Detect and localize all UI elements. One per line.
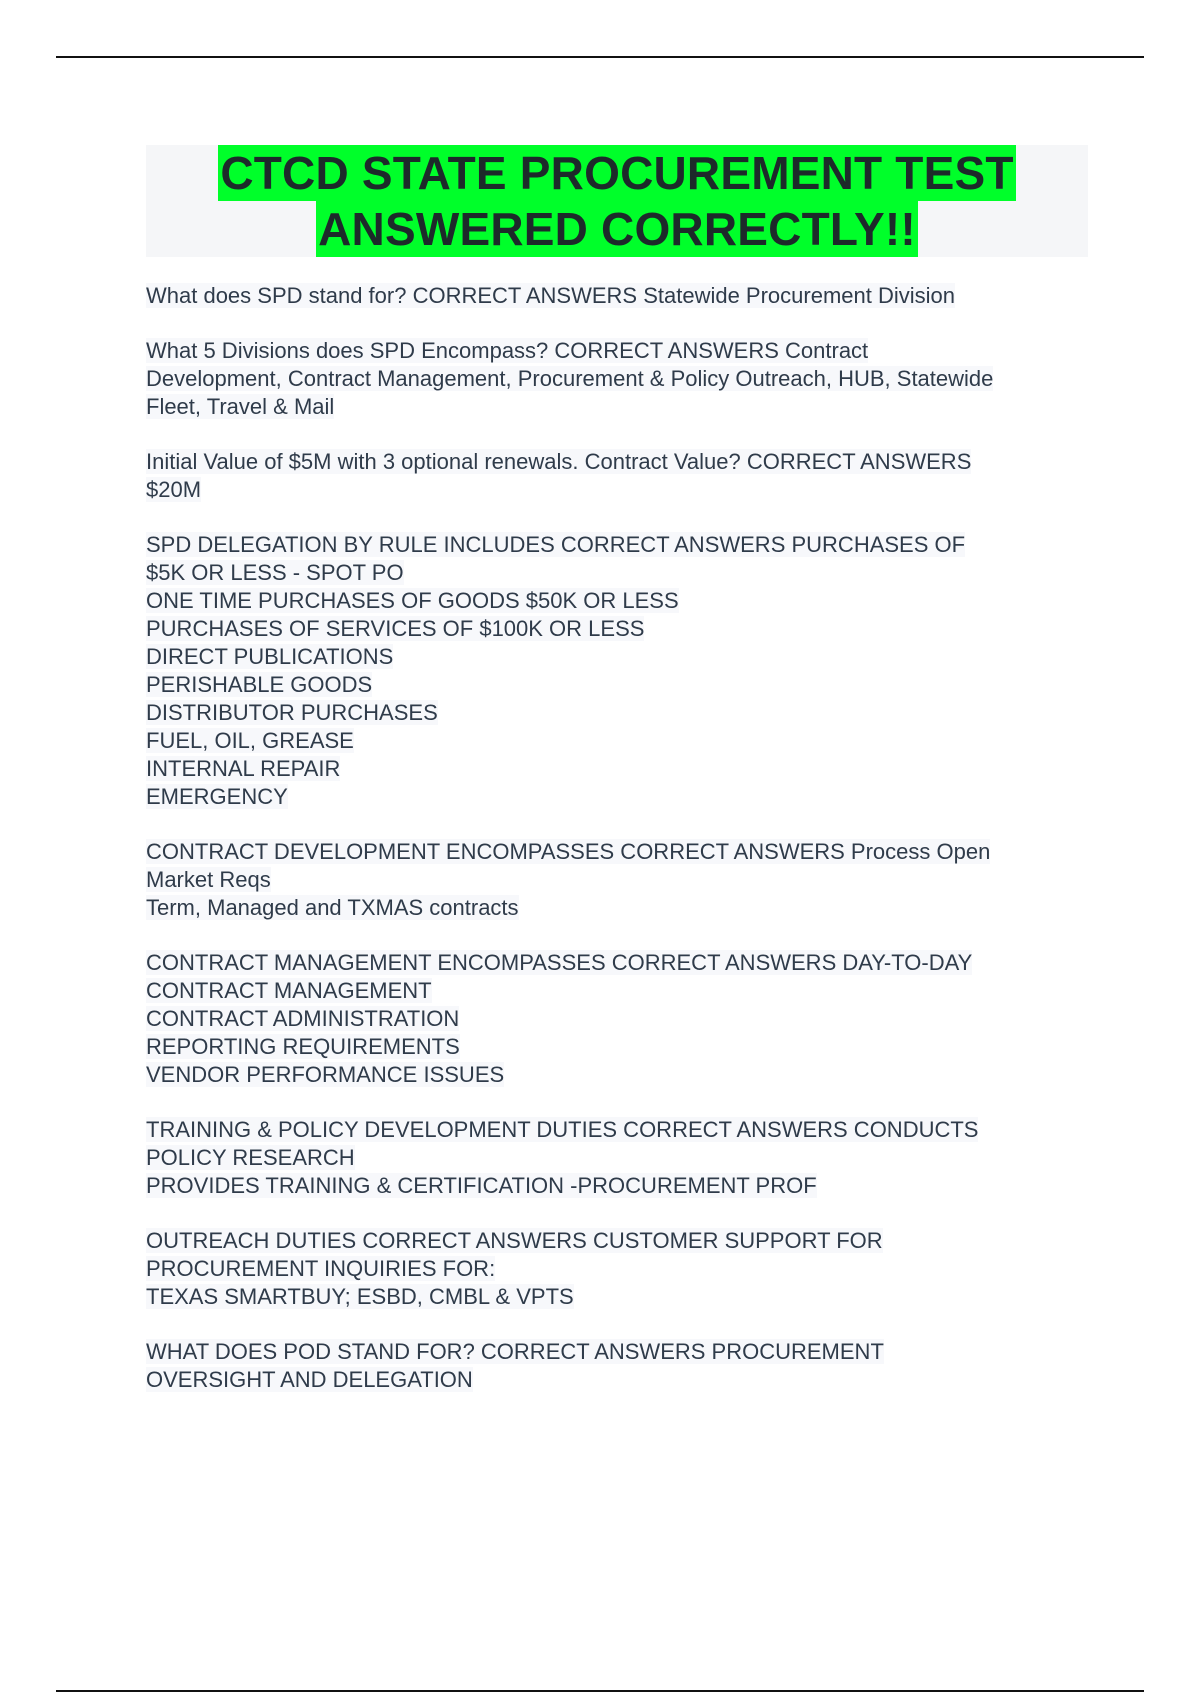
qa-line-text: Market Reqs	[146, 867, 271, 892]
qa-item	[146, 282, 1088, 310]
qa-line	[146, 894, 1088, 922]
qa-line	[146, 1061, 1088, 1089]
qa-line	[146, 866, 1088, 894]
qa-line	[146, 476, 1088, 504]
qa-list	[146, 282, 1088, 1421]
qa-line	[146, 1005, 1088, 1033]
qa-line	[146, 1116, 1088, 1144]
qa-line-text: TRAINING & POLICY DEVELOPMENT DUTIES CORRECT ANSWERS CONDUCTS	[146, 1117, 979, 1142]
qa-line-text: PROVIDES TRAINING & CERTIFICATION -PROCUREMENT PROF	[146, 1173, 817, 1198]
qa-line	[146, 727, 1088, 755]
qa-line-text: REPORTING REQUIREMENTS	[146, 1034, 460, 1059]
qa-item	[146, 1227, 1088, 1311]
qa-line-text: DIRECT PUBLICATIONS	[146, 644, 394, 669]
qa-item	[146, 1338, 1088, 1394]
qa-line-text: CONTRACT MANAGEMENT	[146, 978, 432, 1003]
title-line-2: ANSWERED CORRECTLY!!	[318, 203, 916, 255]
qa-line	[146, 699, 1088, 727]
qa-line-text: OVERSIGHT AND DELEGATION	[146, 1367, 473, 1392]
qa-line	[146, 1283, 1088, 1311]
qa-line	[146, 1227, 1088, 1255]
qa-line-text: Term, Managed and TXMAS contracts	[146, 895, 519, 920]
qa-line	[146, 1033, 1088, 1061]
qa-line-text: SPD DELEGATION BY RULE INCLUDES CORRECT ANSWERS PURCHASES OF	[146, 532, 966, 557]
qa-item	[146, 838, 1088, 922]
qa-line	[146, 783, 1088, 811]
qa-line-text: CONTRACT MANAGEMENT ENCOMPASSES CORRECT ANSWERS DAY-TO-DAY	[146, 950, 973, 975]
qa-line-text: What does SPD stand for? CORRECT ANSWERS Statewide Procurement Division	[146, 283, 956, 308]
qa-line-text: WHAT DOES POD STAND FOR? CORRECT ANSWERS PROCUREMENT	[146, 1339, 884, 1364]
top-rule	[56, 56, 1144, 58]
qa-line-text: FUEL, OIL, GREASE	[146, 728, 354, 753]
qa-line-text: PURCHASES OF SERVICES OF $100K OR LESS	[146, 616, 645, 641]
qa-item	[146, 448, 1088, 504]
qa-line	[146, 1338, 1088, 1366]
qa-line-text: OUTREACH DUTIES CORRECT ANSWERS CUSTOMER SUPPORT FOR	[146, 1228, 883, 1253]
qa-line	[146, 949, 1088, 977]
qa-line-text: PERISHABLE GOODS	[146, 672, 373, 697]
qa-line	[146, 282, 1088, 310]
qa-line	[146, 365, 1088, 393]
qa-line	[146, 1255, 1088, 1283]
qa-line-text: INTERNAL REPAIR	[146, 756, 341, 781]
title-line-1: CTCD STATE PROCUREMENT TEST	[220, 147, 1014, 199]
qa-line-text: PROCUREMENT INQUIRIES FOR:	[146, 1256, 496, 1281]
qa-line-text: $5K OR LESS - SPOT PO	[146, 560, 404, 585]
qa-line	[146, 755, 1088, 783]
qa-line-text: $20M	[146, 477, 202, 502]
qa-line-text: CONTRACT DEVELOPMENT ENCOMPASSES CORRECT ANSWERS Process Open	[146, 839, 991, 864]
qa-line	[146, 1172, 1088, 1200]
qa-line-text: Initial Value of $5M with 3 optional renewals. Contract Value? CORRECT ANSWERS	[146, 449, 972, 474]
qa-line	[146, 977, 1088, 1005]
qa-line-text: CONTRACT ADMINISTRATION	[146, 1006, 460, 1031]
qa-line	[146, 643, 1088, 671]
qa-item	[146, 531, 1088, 811]
qa-line-text: TEXAS SMARTBUY; ESBD, CMBL & VPTS	[146, 1284, 574, 1309]
qa-line	[146, 838, 1088, 866]
qa-line	[146, 393, 1088, 421]
qa-line-text: Fleet, Travel & Mail	[146, 394, 335, 419]
document-title	[146, 145, 1088, 257]
qa-item	[146, 1116, 1088, 1200]
qa-line	[146, 671, 1088, 699]
qa-line-text: Development, Contract Management, Procurement & Policy Outreach, HUB, Statewide	[146, 366, 994, 391]
qa-item	[146, 337, 1088, 421]
qa-line	[146, 448, 1088, 476]
qa-line	[146, 615, 1088, 643]
qa-line-text: EMERGENCY	[146, 784, 288, 809]
qa-line	[146, 1366, 1088, 1394]
qa-line-text: ONE TIME PURCHASES OF GOODS $50K OR LESS	[146, 588, 679, 613]
qa-line	[146, 337, 1088, 365]
qa-line	[146, 587, 1088, 615]
qa-line-text: What 5 Divisions does SPD Encompass? CORRECT ANSWERS Contract	[146, 338, 869, 363]
bottom-rule	[56, 1690, 1144, 1692]
qa-line	[146, 559, 1088, 587]
qa-line-text: DISTRIBUTOR PURCHASES	[146, 700, 438, 725]
qa-item	[146, 949, 1088, 1089]
qa-line-text: POLICY RESEARCH	[146, 1145, 355, 1170]
qa-line-text: VENDOR PERFORMANCE ISSUES	[146, 1062, 505, 1087]
qa-line	[146, 531, 1088, 559]
qa-line	[146, 1144, 1088, 1172]
